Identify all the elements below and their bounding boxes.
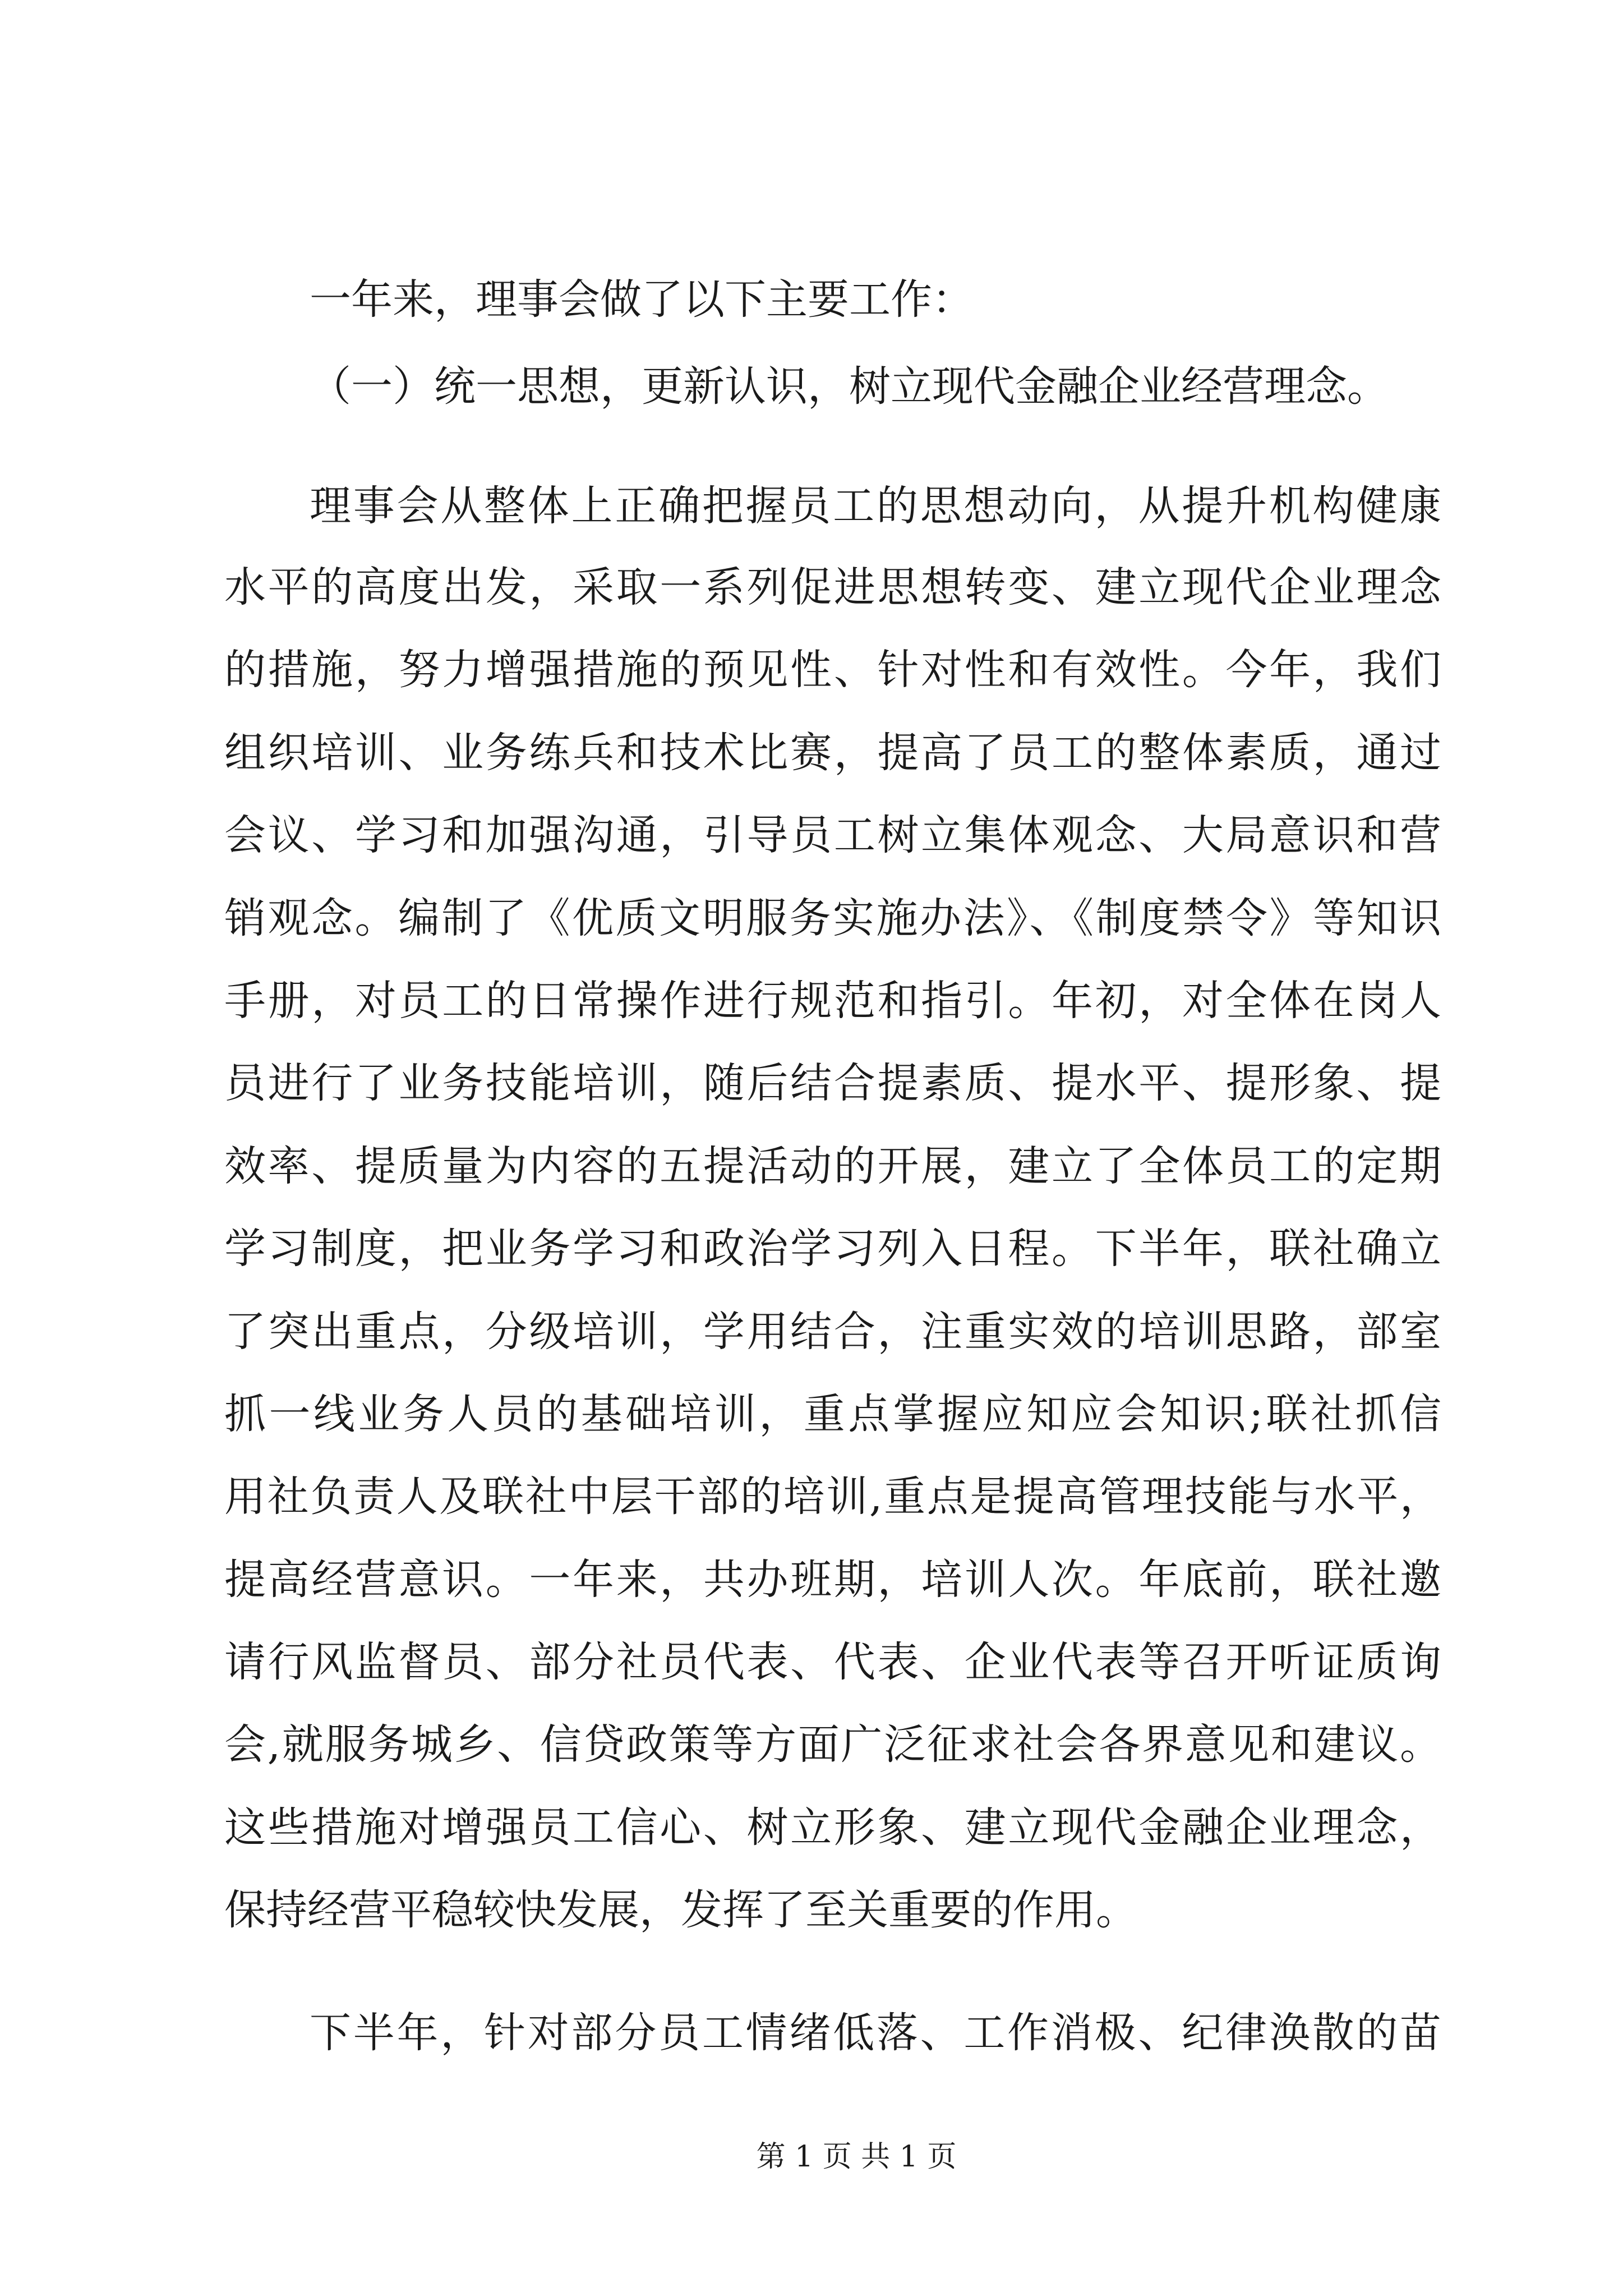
body-line: 会,就服务城乡、信贷政策等方面广泛征求社会各界意见和建议。 [224, 1720, 1441, 1769]
body-line: 效率、提质量为内容的五提活动的开展，建立了全体员工的定期 [224, 1142, 1441, 1190]
body-line: 手册，对员工的日常操作进行规范和指引。年初，对全体在岗人 [224, 977, 1441, 1025]
body-line: 理事会从整体上正确把握员工的思想动向，从提升机构健康 [310, 482, 1441, 530]
body-line: 提高经营意识。一年来，共办班期，培训人次。年底前，联社邀 [224, 1556, 1441, 1604]
body-line: 这些措施对增强员工信心、树立形象、建立现代金融企业理念， [224, 1803, 1441, 1852]
footer-page-number: 第 1 页 共 1 页 [756, 2140, 957, 2174]
body-line: 学习制度，把业务学习和政治学习列入日程。下半年，联社确立 [224, 1225, 1441, 1273]
intro-line: 一年来，理事会做了以下主要工作： [310, 275, 974, 324]
body-line: 的措施，努力增强措施的预见性、针对性和有效性。今年，我们 [224, 646, 1441, 694]
body-line: 水平的高度出发，采取一系列促进思想转变、建立现代企业理念 [224, 563, 1441, 611]
body-line: 保持经营平稳较快发展，发挥了至关重要的作用。 [224, 1886, 1137, 1934]
body-line: 用社负责人及联社中层干部的培训,重点是提高管理技能与水平， [224, 1473, 1441, 1521]
body-line: 抓一线业务人员的基础培训，重点掌握应知应会知识;联社抓信 [224, 1390, 1441, 1438]
section-heading: （一）统一思想，更新认识，树立现代金融企业经营理念。 [310, 362, 1389, 411]
body-line: 下半年，针对部分员工情绪低落、工作消极、纪律涣散的苗 [310, 2009, 1441, 2057]
body-line: 了突出重点，分级培训，学用结合，注重实效的培训思路，部室 [224, 1308, 1441, 1356]
body-line: 会议、学习和加强沟通，引导员工树立集体观念、大局意识和营 [224, 811, 1441, 859]
body-line: 销观念。编制了《优质文明服务实施办法》、《制度禁令》等知识 [224, 894, 1441, 942]
body-line: 组织培训、业务练兵和技术比赛，提高了员工的整体素质，通过 [224, 729, 1441, 777]
body-line: 请行风监督员、部分社员代表、代表、企业代表等召开听证质询 [224, 1638, 1441, 1686]
body-line: 员进行了业务技能培训，随后结合提素质、提水平、提形象、提 [224, 1059, 1441, 1107]
